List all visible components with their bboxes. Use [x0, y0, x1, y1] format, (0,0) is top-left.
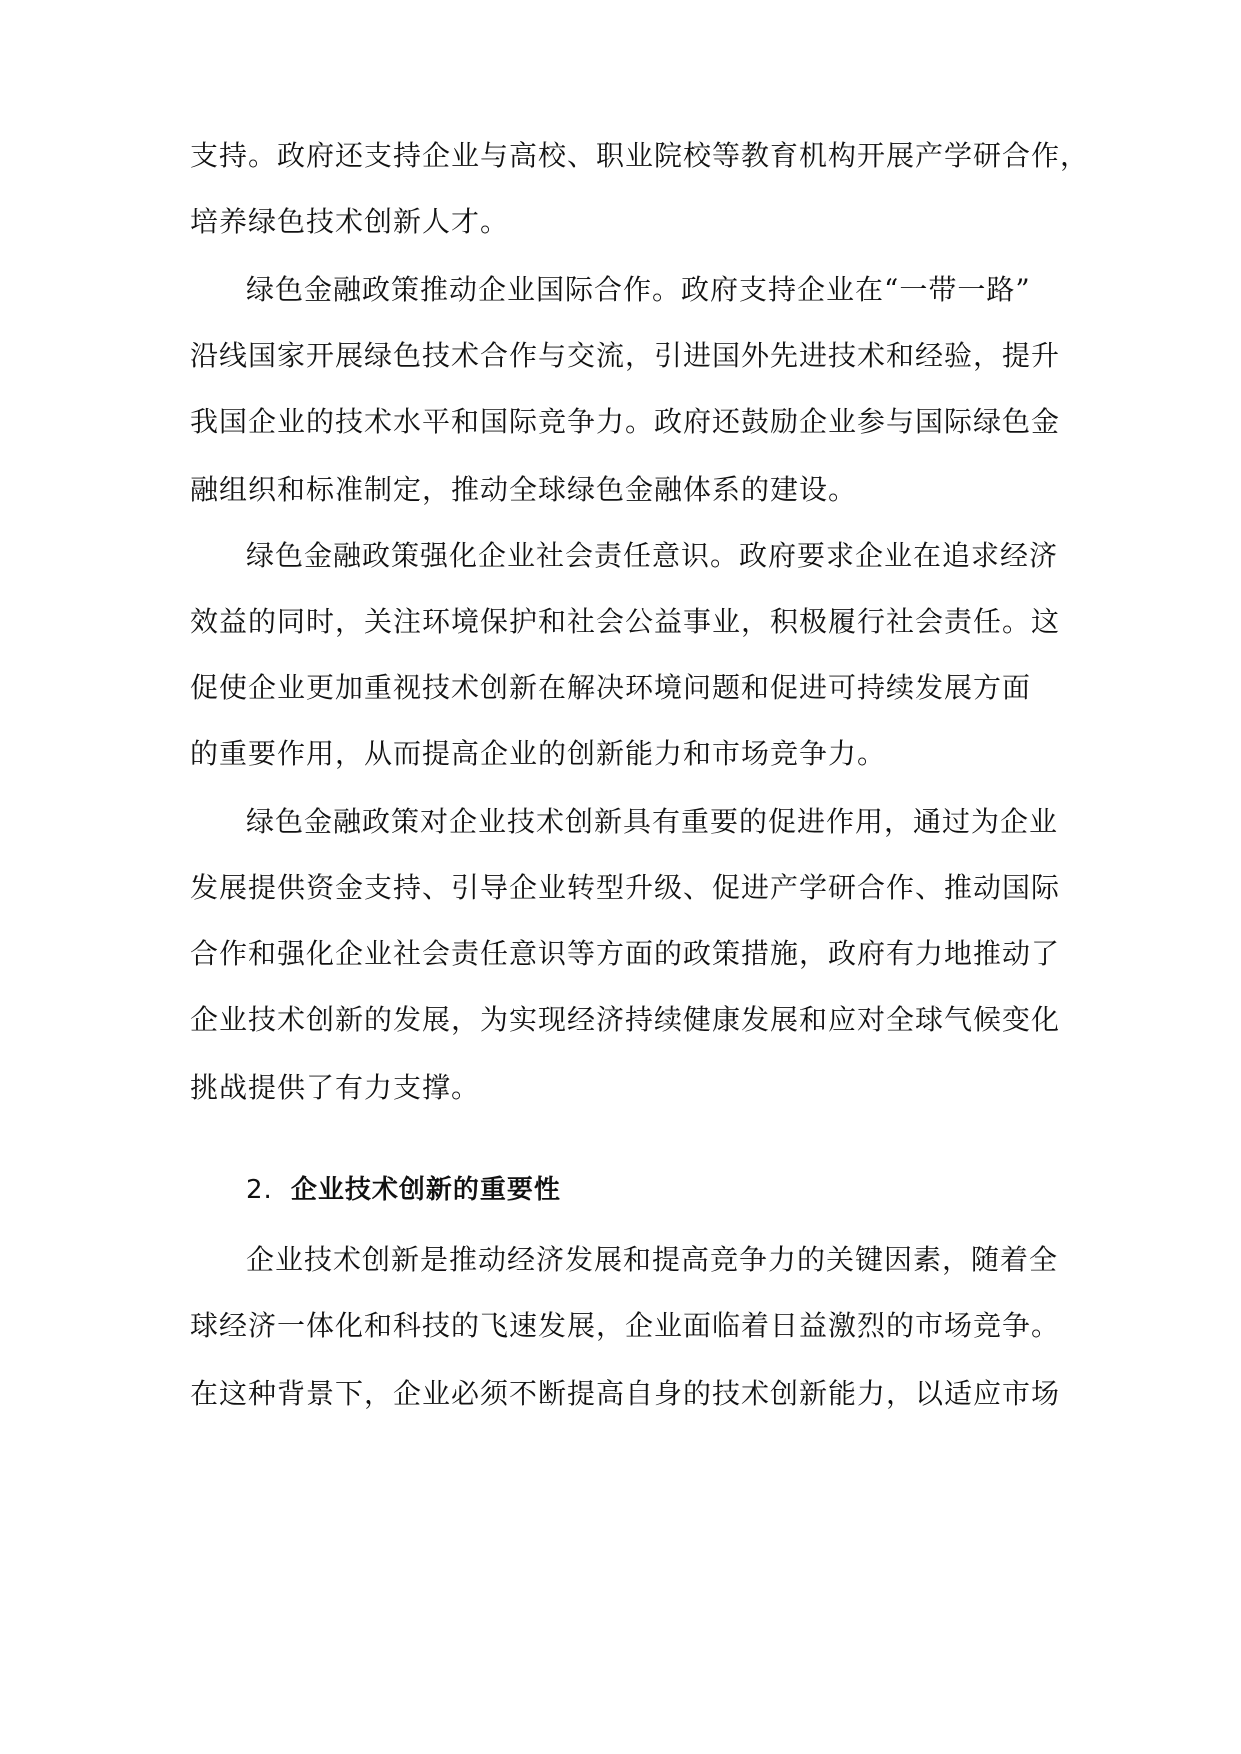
paragraph-4-line-1: 绿色金融政策对企业技术创新具有重要的促进作用，通过为企业	[246, 805, 1059, 838]
paragraph-3-line-2: 效益的同时，关注环境保护和社会公益事业，积极履行社会责任。这	[190, 605, 1061, 638]
paragraph-2-line-4: 融组织和标准制定，推动全球绿色金融体系的建设。	[190, 473, 858, 506]
paragraph-3-line-4: 的重要作用，从而提高企业的创新能力和市场竞争力。	[190, 737, 887, 770]
section-title: 企业技术创新的重要性	[290, 1175, 561, 1205]
paragraph-4-line-5: 挑战提供了有力支撑。	[190, 1071, 481, 1104]
paragraph-2-line-3: 我国企业的技术水平和国际竞争力。政府还鼓励企业参与国际绿色金	[190, 405, 1061, 438]
paragraph-3-line-1: 绿色金融政策强化企业社会责任意识。政府要求企业在追求经济	[246, 539, 1059, 572]
paragraph-3-line-3: 促使企业更加重视技术创新在解决环境问题和促进可持续发展方面	[190, 671, 1032, 704]
section-paragraph-line-3: 在这种背景下，企业必须不断提高自身的技术创新能力，以适应市场	[190, 1377, 1061, 1410]
section-paragraph-line-1: 企业技术创新是推动经济发展和提高竞争力的关键因素，随着全	[246, 1243, 1059, 1276]
paragraph-1-line-1: 支持。政府还支持企业与高校、职业院校等教育机构开展产学研合作，	[190, 139, 1090, 172]
paragraph-1-line-2: 培养绿色技术创新人才。	[190, 205, 510, 238]
section-heading	[246, 1172, 561, 1208]
paragraph-4-line-4: 企业技术创新的发展，为实现经济持续健康发展和应对全球气候变化	[190, 1003, 1061, 1036]
paragraph-2-line-2: 沿线国家开展绿色技术合作与交流，引进国外先进技术和经验，提升	[190, 339, 1061, 372]
paragraph-2-line-1: 绿色金融政策推动企业国际合作。政府支持企业在“一带一路”	[246, 273, 1031, 306]
paragraph-4-line-3: 合作和强化企业社会责任意识等方面的政策措施，政府有力地推动了	[190, 937, 1061, 970]
paragraph-4-line-2: 发展提供资金支持、引导企业转型升级、促进产学研合作、推动国际	[190, 871, 1061, 904]
section-number: 2.	[246, 1175, 273, 1205]
section-paragraph-line-2: 球经济一体化和科技的飞速发展，企业面临着日益激烈的市场竞争。	[190, 1309, 1061, 1342]
